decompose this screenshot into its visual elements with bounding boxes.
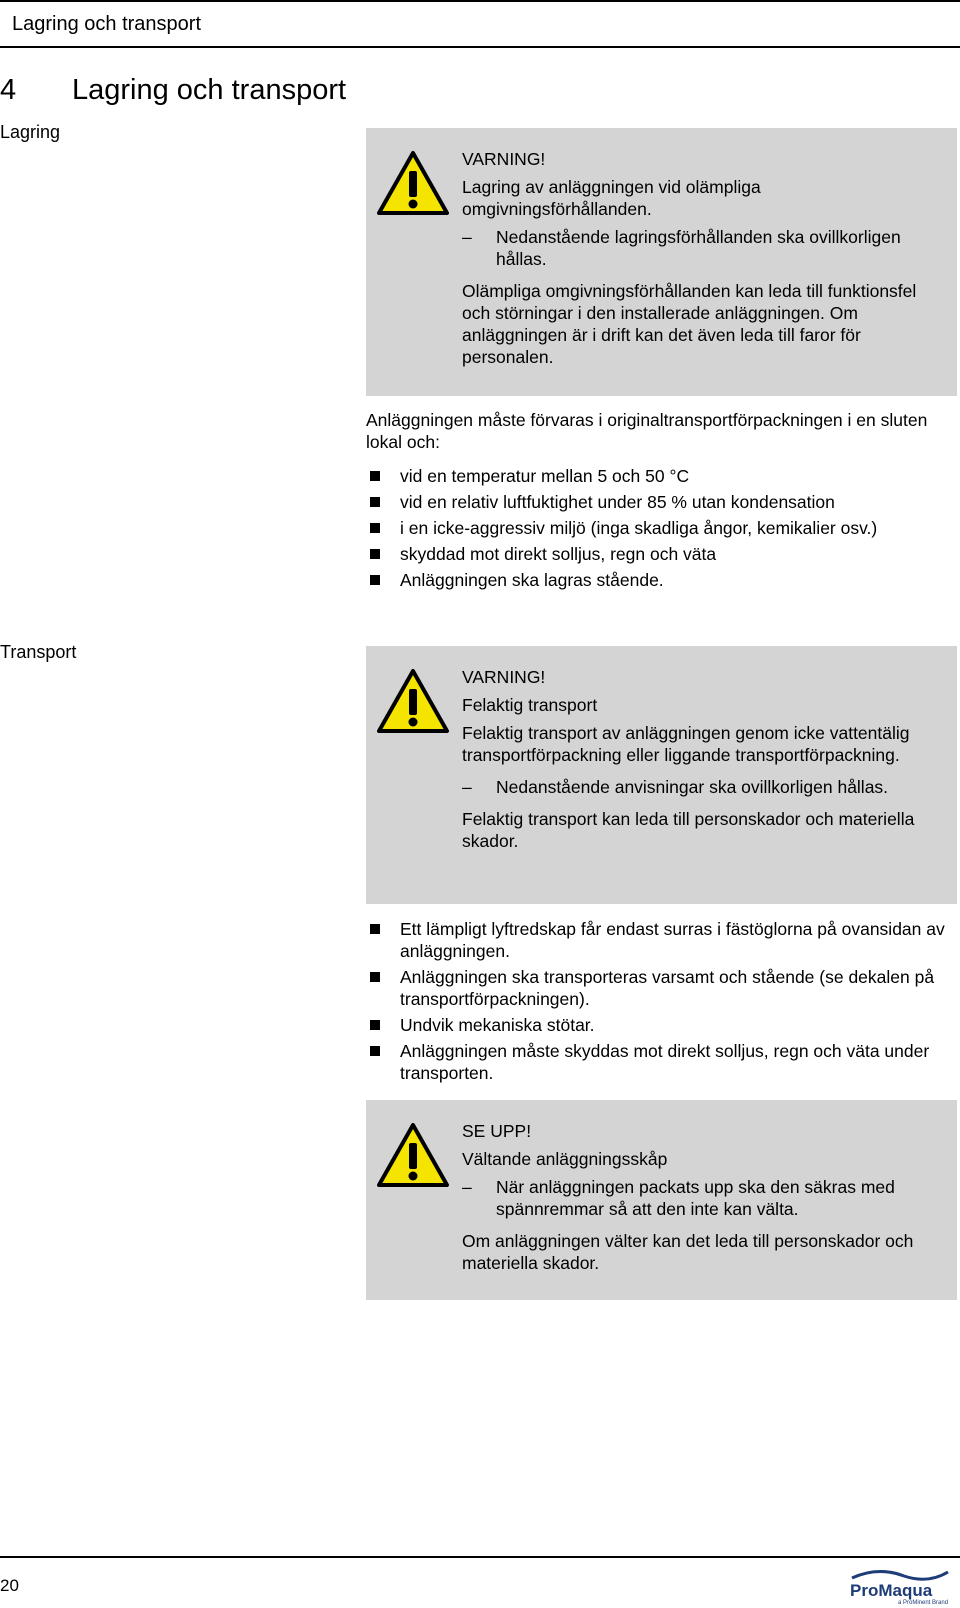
bullet-square-icon	[370, 924, 380, 934]
storage-warning-signal: VARNING!	[462, 149, 546, 169]
transport-caution-box	[366, 1100, 957, 1300]
bullet-square-icon	[370, 575, 380, 585]
storage-bullet-list	[366, 465, 956, 591]
list-item: vid en temperatur mellan 5 och 50 °C	[366, 465, 956, 487]
bullet-square-icon	[370, 471, 380, 481]
transport-caution-consequence: Om anläggningen välter kan det leda till personskador och materiella skador.	[462, 1231, 914, 1273]
transport-warning-instruction: – Nedanstående anvisningar ska ovillkorligen hållas.	[462, 776, 935, 798]
transport-warning-description: Felaktig transport av anläggningen genom icke vattentälig transportförpackning eller liggande transportförpackning.	[462, 723, 910, 765]
transport-warning-title: Felaktig transport	[462, 695, 598, 715]
bullet-square-icon	[370, 497, 380, 507]
section-label-storage: Lagring	[0, 122, 61, 142]
section-label-transport: Transport	[0, 642, 77, 662]
transport-warning-consequence: Felaktig transport kan leda till personskador och materiella skador.	[462, 809, 915, 851]
page-footer	[0, 1556, 960, 1608]
storage-warning-instruction: – Nedanstående lagringsförhållanden ska ovillkorligen hållas.	[462, 226, 935, 270]
promaqua-logo	[848, 1566, 952, 1606]
transport-warning-signal: VARNING!	[462, 667, 546, 687]
bullet-square-icon	[370, 523, 380, 533]
bullet-square-icon	[370, 1020, 380, 1030]
transport-bullet-list	[366, 918, 956, 1084]
logo-tagline: a ProMinent Brand	[898, 1600, 949, 1606]
bullet-square-icon	[370, 1046, 380, 1056]
storage-warning-box	[366, 128, 957, 396]
warning-triangle-icon	[376, 150, 450, 216]
transport-caution-instruction: – När anläggningen packats upp ska den säkras med spännremmar så att den inte kan välta.	[462, 1176, 935, 1220]
list-item: Undvik mekaniska stötar.	[366, 1014, 956, 1036]
bullet-square-icon	[370, 972, 380, 982]
logo-text: ProMaqua	[850, 1581, 933, 1600]
page-number: 20	[0, 1576, 19, 1595]
chapter-number: 4	[0, 74, 17, 106]
running-header	[0, 0, 960, 48]
chapter-title	[0, 74, 346, 107]
list-item: skyddad mot direkt solljus, regn och väta	[366, 543, 956, 565]
transport-caution-title: Vältande anläggningsskåp	[462, 1149, 668, 1169]
list-item: Anläggningen ska transporteras varsamt och stående (se dekalen på transportförpackningen).	[366, 966, 956, 1010]
list-item: vid en relativ luftfuktighet under 85 % utan kondensation	[366, 491, 956, 513]
storage-warning-title: Lagring av anläggningen vid olämpliga omgivningsförhållanden.	[462, 177, 761, 219]
chapter-title-text: Lagring och transport	[72, 74, 347, 106]
running-header-title: Lagring och transport	[12, 13, 202, 35]
storage-body	[366, 409, 956, 595]
list-item: Anläggningen måste skyddas mot direkt solljus, regn och väta under transporten.	[366, 1040, 956, 1084]
transport-caution-signal: SE UPP!	[462, 1121, 532, 1141]
list-item: i en icke-aggressiv miljö (inga skadliga ångor, kemikalier osv.)	[366, 517, 956, 539]
storage-warning-consequence: Olämpliga omgivningsförhållanden kan leda till funktionsfel och störningar i den installerade anläggningen. Om anläggningen är i drift kan det även leda till faror för personalen.	[462, 281, 917, 367]
storage-intro: Anläggningen måste förvaras i originaltransportförpackningen i en sluten lokal och:	[366, 410, 928, 452]
bullet-square-icon	[370, 549, 380, 559]
list-item: Ett lämpligt lyftredskap får endast surras i fästöglorna på ovansidan av anläggningen.	[366, 918, 956, 962]
warning-triangle-icon	[376, 668, 450, 734]
transport-warning-box	[366, 646, 957, 904]
warning-triangle-icon	[376, 1122, 450, 1188]
list-item: Anläggningen ska lagras stående.	[366, 569, 956, 591]
transport-body	[366, 918, 956, 1088]
